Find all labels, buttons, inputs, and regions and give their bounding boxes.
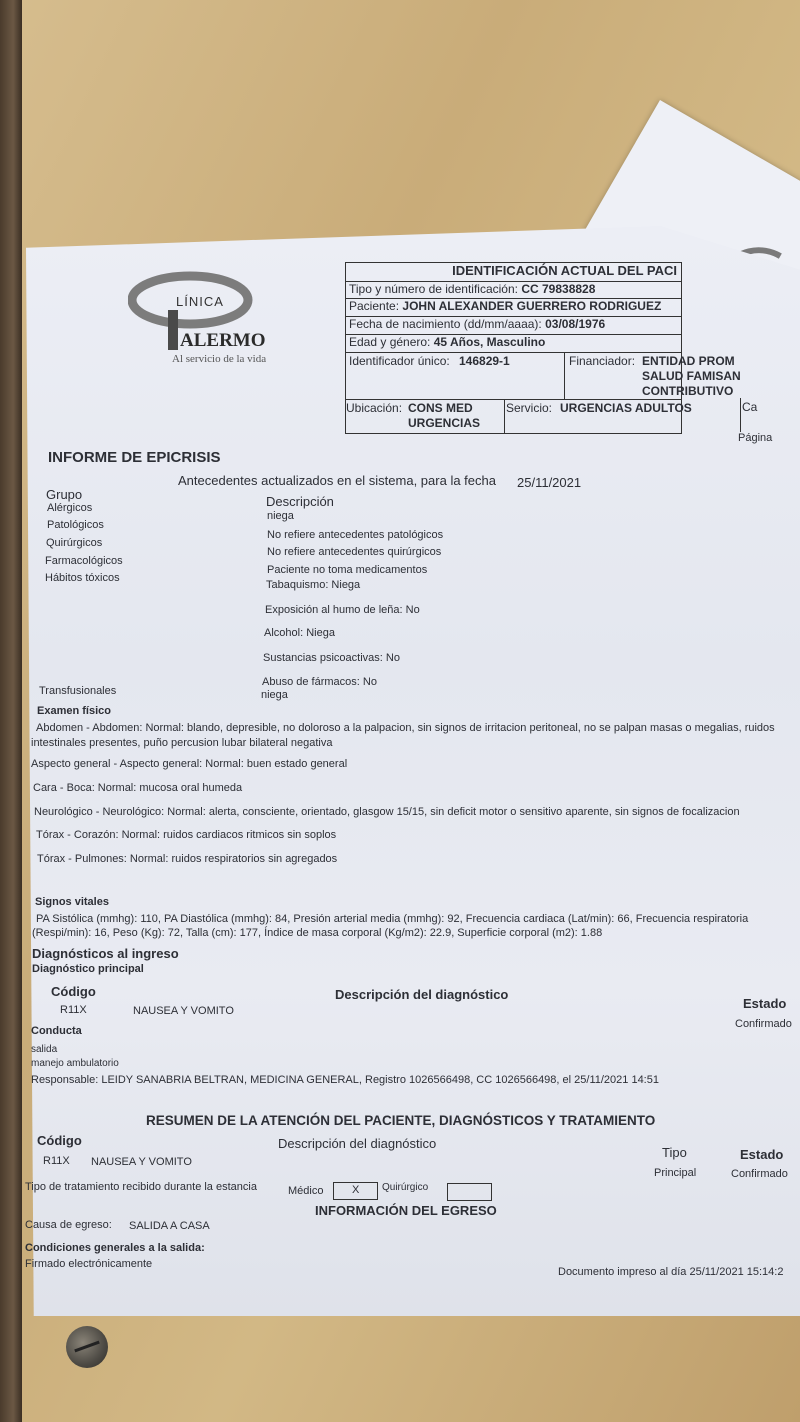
diagnosis-in-estado-header: Estado (743, 996, 787, 1011)
conducta-item2: manejo ambulatorio (31, 1058, 119, 1069)
cama-divider (740, 398, 741, 432)
summary-title: RESUMEN DE LA ATENCIÓN DEL PACIENTE, DIAGNÓSTICOS Y TRATAMIENTO (146, 1113, 656, 1128)
identificador-label: Identificador único: (349, 354, 450, 368)
group-item: Farmacológicos (45, 555, 123, 567)
servicio-label: Servicio: (506, 401, 553, 415)
quirurgico-label: Quirúrgico (382, 1182, 429, 1193)
tipo-label: Tipo y número de identificación: (349, 282, 518, 296)
summary-desc: NAUSEA Y VOMITO (91, 1156, 192, 1168)
descripcion-header: Descripción (266, 494, 334, 509)
egreso-title: INFORMACIÓN DEL EGRESO (315, 1203, 497, 1218)
paciente-value: JOHN ALEXANDER GUERRERO RODRIGUEZ (402, 299, 662, 313)
edad-value: 45 Años, Masculino (433, 335, 546, 349)
antecedentes-line: Antecedentes actualizados en el sistema, para la fecha (178, 473, 496, 488)
id-row-nacimiento (346, 317, 681, 335)
financiador-value3: CONTRIBUTIVO (642, 384, 734, 398)
description-item: niega (267, 510, 294, 522)
description-item: No refiere antecedentes patológicos (267, 529, 444, 541)
firmado-line: Firmado electrónicamente (25, 1258, 153, 1270)
patient-identification-box (345, 262, 741, 434)
vitals-line2: (Respi/min): 16, Peso (Kg): 72, Talla (cm): 177, Índice de masa corporal (Kg/m2): 22.9, Superficie corporal (m2): 1.88 (32, 927, 603, 939)
id-box-title: IDENTIFICACIÓN ACTUAL DEL PACI (346, 263, 681, 282)
causa-label: Causa de egreso: (25, 1219, 112, 1231)
vitals-line1: PA Sistólica (mmhg): 110, PA Diastólica (mmhg): 84, Presión arterial media (mmhg): 92, Frecuencia cardiaca (Lat/min): 66, Frecuencia respiratoria (36, 913, 749, 925)
exam-cara: Cara - Boca: Normal: mucosa oral humeda (33, 782, 243, 794)
summary-estado: Confirmado (731, 1168, 788, 1180)
clinic-logo (128, 270, 278, 370)
edad-label: Edad y género: (349, 335, 431, 349)
ubicacion-divider (504, 400, 505, 433)
cama-label: Ca (742, 400, 758, 414)
summary-tipo-header: Tipo (662, 1145, 687, 1160)
exam-title: Examen físico (37, 705, 111, 717)
ubicacion-value2: URGENCIAS (408, 416, 481, 430)
id-row-edad (346, 335, 681, 353)
diagnosis-in-code: R11X (60, 1004, 87, 1016)
diagnosis-in-title: Diagnósticos al ingreso (32, 946, 179, 961)
group-item: Hábitos tóxicos (45, 572, 120, 584)
tipo-value: CC 79838828 (521, 282, 596, 296)
summary-code: R11X (43, 1155, 70, 1167)
condiciones-label: Condiciones generales a la salida: (25, 1242, 205, 1254)
desk-edge (0, 0, 22, 1422)
desk-screw (66, 1326, 108, 1368)
transfusionales-value: niega (261, 689, 288, 701)
group-item: Patológicos (47, 519, 104, 531)
exam-pulmones: Tórax - Pulmones: Normal: ruidos respiratorios sin agregados (37, 853, 338, 865)
medico-check-mark: X (352, 1184, 360, 1196)
transfusionales-label: Transfusionales (39, 685, 117, 697)
id-row-ubicacion (346, 400, 692, 433)
logo-line1: LÍNICA (176, 294, 224, 309)
summary-codigo-header: Código (37, 1133, 82, 1148)
medico-label: Médico (288, 1185, 324, 1197)
tratamiento-label: Tipo de tratamiento recibido durante la estancia (25, 1181, 257, 1193)
summary-desc-header: Descripción del diagnóstico (278, 1136, 437, 1151)
diagnosis-in-estado: Confirmado (735, 1018, 792, 1030)
id-row-paciente (346, 299, 681, 317)
description-item: No refiere antecedentes quirúrgicos (267, 546, 442, 558)
ubicacion-label: Ubicación: (346, 401, 403, 415)
diagnosis-in-desc: NAUSEA Y VOMITO (133, 1005, 234, 1017)
financiador-label: Financiador: (569, 354, 636, 368)
diagnosis-in-subtitle: Diagnóstico principal (32, 963, 144, 975)
medico-checkbox[interactable] (333, 1182, 378, 1200)
impreso-line: Documento impreso al día 25/11/2021 15:14:2 (558, 1266, 784, 1278)
vitals-title: Signos vitales (35, 896, 109, 908)
exam-abdomen-line1: Abdomen - Abdomen: Normal: blando, depresible, no doloroso a la palpacion, sin signos de irritacion peritoneal, no se palpan masas o megalias, ruidos (36, 722, 775, 734)
financiador-value1: ENTIDAD PROM (642, 354, 735, 368)
id-row-tipo (346, 282, 681, 299)
exam-aspecto: Aspecto general - Aspecto general: Normal: buen estado general (31, 758, 348, 770)
pagina-label: Página (738, 432, 773, 444)
exam-corazon: Tórax - Corazón: Normal: ruidos cardiacos ritmicos sin soplos (36, 829, 337, 841)
summary-estado-header: Estado (740, 1147, 784, 1162)
financiador-value2: SALUD FAMISAN (642, 369, 741, 383)
group-item: Quirúrgicos (46, 537, 103, 549)
diagnosis-in-codigo-header: Código (51, 984, 96, 999)
quirurgico-checkbox[interactable] (447, 1183, 492, 1201)
conducta-label: Conducta (31, 1025, 82, 1037)
nacimiento-value: 03/08/1976 (545, 317, 606, 331)
responsable-line: Responsable: LEIDY SANABRIA BELTRAN, MEDICINA GENERAL, Registro 1026566498, CC 1026566498, el 25/11/2021 14:51 (31, 1074, 659, 1086)
description-item: Paciente no toma medicamentos (267, 564, 428, 576)
habito-item: Sustancias psicoactivas: No (263, 652, 400, 664)
description-item: Tabaquismo: Niega (266, 579, 361, 591)
servicio-value: URGENCIAS ADULTOS (560, 401, 692, 415)
logo-tagline: Al servicio de la vida (172, 353, 267, 365)
id-divider (564, 353, 565, 400)
report-title: INFORME DE EPICRISIS (48, 449, 221, 466)
summary-tipo: Principal (654, 1167, 697, 1179)
grupo-header: Grupo (46, 487, 83, 502)
nacimiento-label: Fecha de nacimiento (dd/mm/aaaa): (349, 317, 542, 331)
id-row-identificador (346, 353, 741, 400)
habito-item: Exposición al humo de leña: No (265, 604, 420, 616)
ubicacion-value1: CONS MED (408, 401, 473, 415)
conducta-item1: salida (31, 1044, 58, 1055)
antecedentes-date: 25/11/2021 (517, 475, 582, 490)
causa-value: SALIDA A CASA (129, 1220, 210, 1232)
diagnosis-in-desc-header: Descripción del diagnóstico (335, 987, 509, 1002)
habito-item: Alcohol: Niega (264, 627, 335, 639)
group-item: Alérgicos (47, 502, 93, 514)
identificador-value: 146829-1 (459, 354, 510, 368)
paciente-label: Paciente: (349, 299, 400, 313)
habito-item: Abuso de fármacos: No (262, 676, 377, 688)
exam-neuro: Neurológico - Neurológico: Normal: alerta, consciente, orientado, glasgow 15/15, sin deficit motor o sensitivo aparente, sin signos de focalizacion (34, 806, 740, 818)
exam-abdomen-line2: intestinales presentes, puño percusion lubar bilateral negativa (31, 737, 333, 749)
logo-line2: ALERMO (180, 330, 266, 351)
